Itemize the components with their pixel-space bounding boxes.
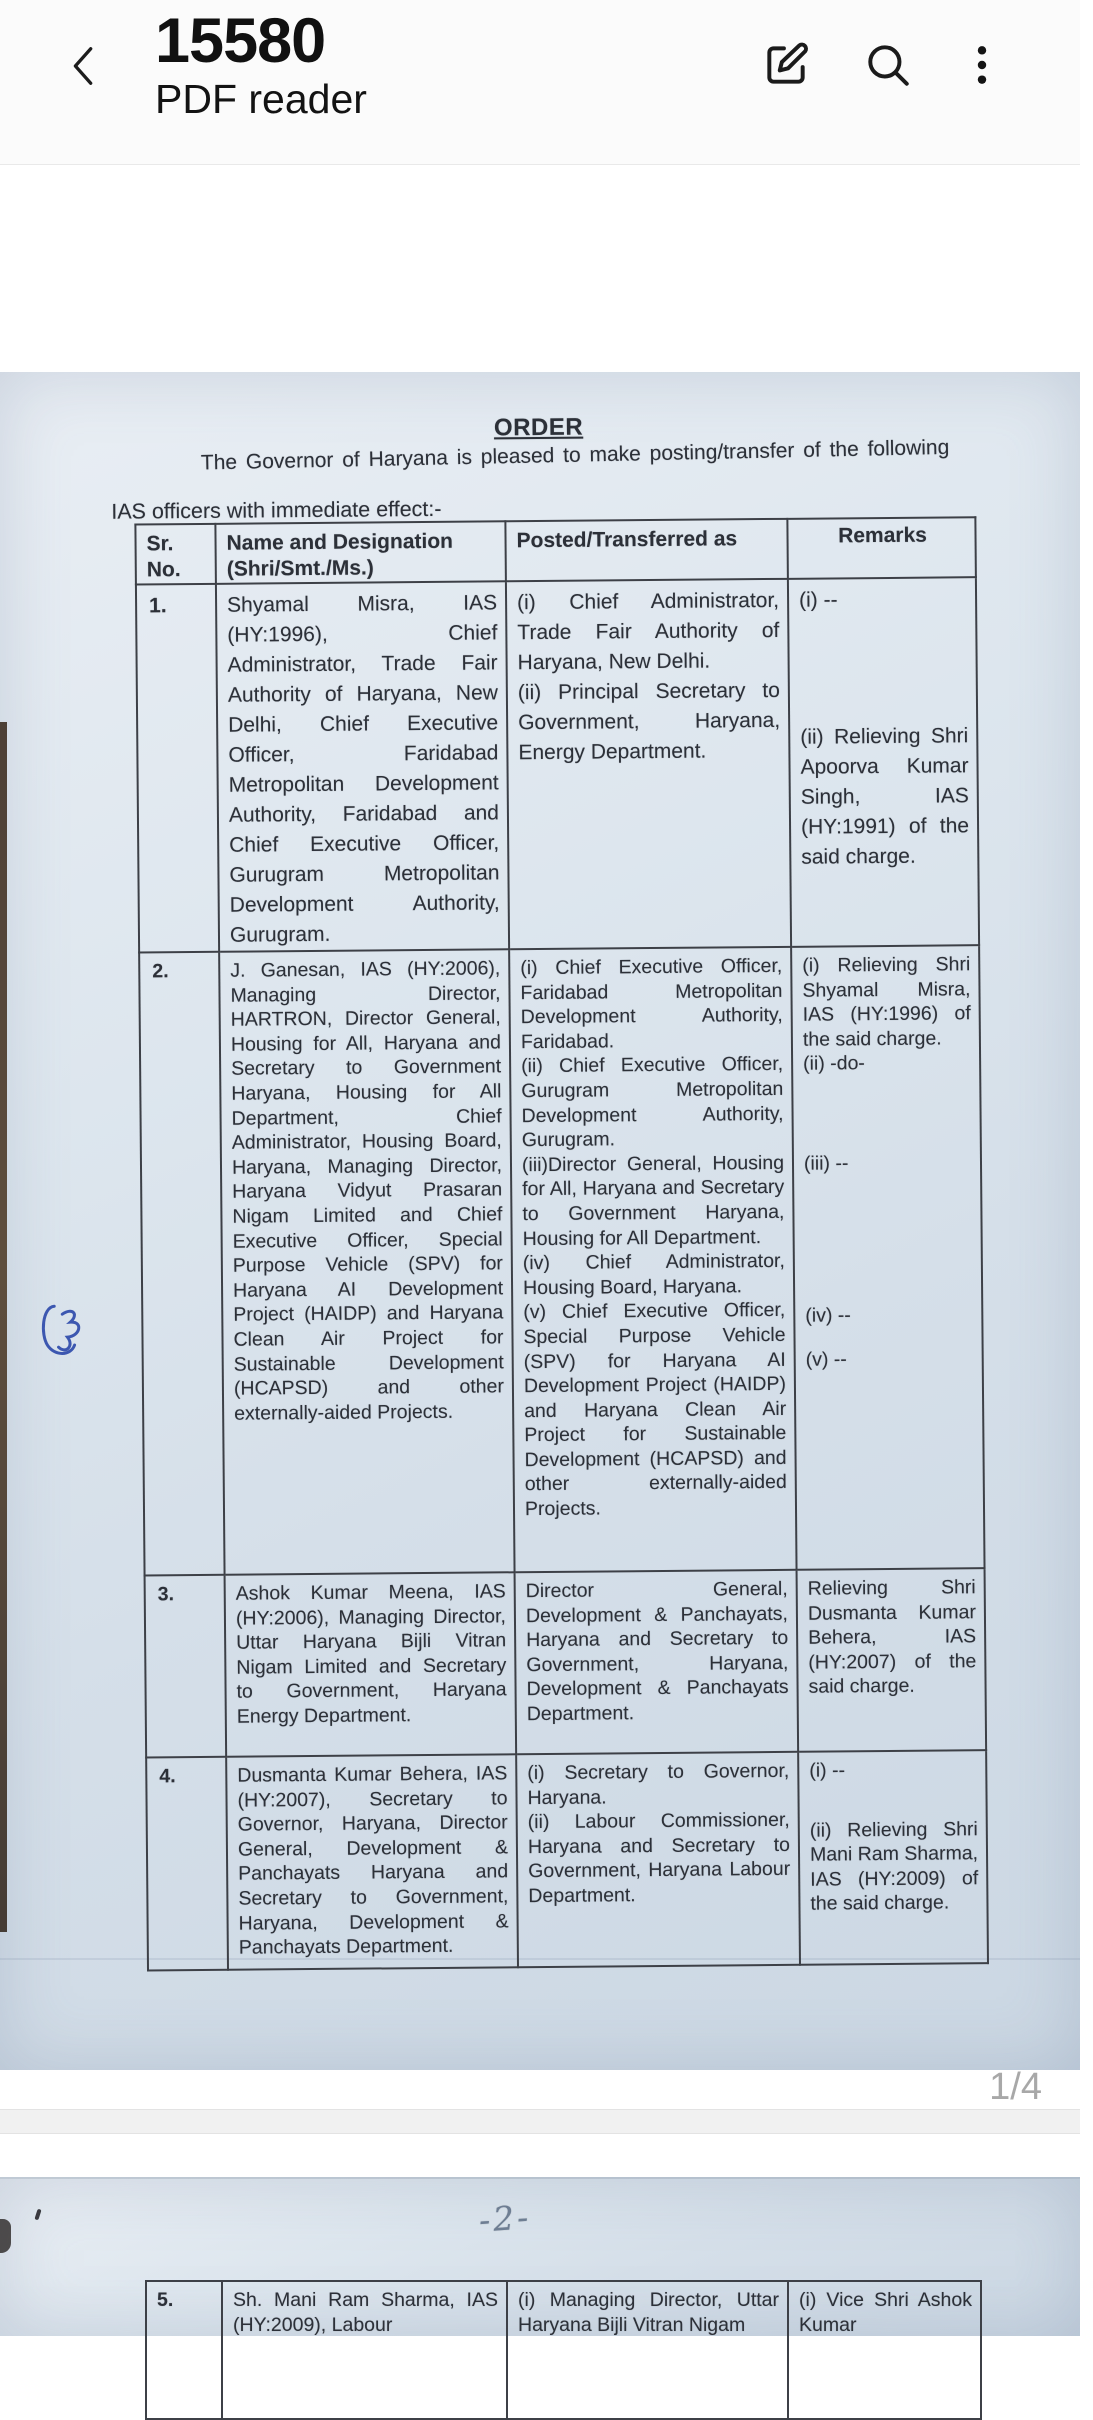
remark-item: (v) -- [805,1348,847,1371]
search-button[interactable] [858,32,918,98]
row-3-name: Ashok Kumar Meena, IAS (HY:2006), Managing Director, Uttar Haryana Bijli Vitran Nigam Limited and Secretary to Government, Haryana Energy Department. [225,1572,517,1757]
row-3-posted [515,1570,799,1754]
order-heading: ORDER [493,413,584,442]
transfer-table [134,516,989,1971]
page-1-content [0,367,1093,2074]
row-2-posted [509,947,796,1572]
row-5-name: Sh. Mani Ram Sharma, IAS (HY:2009), Labour [222,2281,507,2419]
remark-item: (ii) -do- [803,1052,865,1076]
row-1-posted [506,579,791,949]
header-posted-transferred: Posted/Transferred as [505,519,788,581]
row-4-remarks [798,1750,988,1965]
posted-item: (v) Chief Executive Officer, Special Purpose Vehicle (SPV) for Haryana AI Development Project (HAIDP) and Haryana Clean Air Project for Sustainable Development (HCAPSD) and other externally-aided Projects. [523,1299,787,1521]
remark-item: (ii) Relieving Shri Apoorva Kumar Singh, IAS (HY:1991) of the said charge. [800,724,970,869]
posted-item: (i) Chief Administrator, Trade Fair Authority of Haryana, New Delhi. [516,588,780,675]
header-name-designation: Name and Designation (Shri/Smt./Ms.) [215,521,506,584]
posted-item: (i) Chief Executive Officer, Faridabad Metropolitan Development Authority, Faridabad. [520,954,783,1053]
page-indicator: 1/4 [989,2066,1042,2108]
row-1-remarks [788,577,979,947]
row-5-remarks: (i) Vice Shri Ashok Kumar [788,2281,981,2419]
row-2-sr: 2. [139,952,224,1576]
header-sr-no: Sr. No. [135,524,216,585]
order-intro-line-2: IAS officers with immediate effect:- [111,496,442,524]
posted-item: (iii)Director General, Housing for All, Haryana and Secretary to Government Haryana, Housing for All Department. [521,1151,785,1250]
document-header [155,8,367,122]
edit-icon [761,40,811,90]
app-name-label: PDF reader [155,76,367,122]
posted-item: (i) Secretary to Governor, Haryana. [527,1759,790,1809]
row-2-name: J. Ganesan, IAS (HY:2006), Managing Director, HARTRON, Director General, Housing for All, Haryana and Secretary to Government Haryana, Housing for All Department, Chief Administrator, Housing Board, Haryana, Managing Director, Haryana Vidyut Prasaran Nigam Limited and Chief Executive Officer, Special Purpose Vehicle (SPV) for Haryana AI Development Project (HAIDP) and Haryana Clean Air Project for Sustainable Development (HCAPSD) and other externally-aided Projects. [219,949,514,1575]
scan-speck [34,2209,41,2221]
table-row-4 [146,1750,988,1970]
row-5-sr: 5. [146,2281,222,2419]
overflow-menu-button[interactable] [952,32,1012,98]
remark-item: (iii) -- [803,1152,849,1175]
table-row-1 [136,577,979,952]
posted-item: Director General, Development & Panchayats, Haryana and Secretary to Government, Haryana, Development & Panchayats Department. [525,1577,789,1726]
row-4-sr: 4. [146,1757,228,1971]
remark-item: (i) -- [798,588,838,612]
pdf-viewer[interactable] [0,165,1080,2336]
posted-item: (iv) Chief Administrator, Housing Board, Haryana. [522,1250,785,1299]
page-2-number-label: -2- [477,2197,533,2240]
app-bar [0,0,1080,165]
row-1-name: Shyamal Misra, IAS (HY:1996), Chief Administrator, Trade Fair Authority of Haryana, New Delhi, Chief Executive Officer, Faridabad Metropolitan Development Authority, Faridabad and Chief Executive Officer, Gurugram Metropolitan Development Authority, Gurugram. [216,581,509,952]
document-title: 15580 [155,6,326,76]
row-1-sr: 1. [136,584,219,953]
page-separator [0,2109,1080,2134]
transfer-table-page-2 [145,2280,982,2420]
row-3-remarks [797,1568,987,1752]
more-vertical-icon [960,41,1004,89]
pdf-page-1[interactable] [0,372,1080,2070]
chevron-left-icon [61,39,107,93]
header-remarks: Remarks [787,517,976,579]
table-row-5 [146,2281,981,2419]
pdf-page-2[interactable] [0,2177,1080,2336]
row-4-name: Dusmanta Kumar Behera, IAS (HY:2007), Secretary to Governor, Haryana, Director General, Development & Panchayats Haryana and Secretary to Government, Haryana, Development & Panchayats Department. [226,1754,518,1970]
table-header-row [135,517,975,584]
search-icon [863,40,913,90]
row-3-sr: 3. [145,1575,227,1758]
posted-item: (ii) Chief Executive Officer, Gurugram Metropolitan Development Authority, Gurugram. [521,1053,784,1152]
row-5-posted: (i) Managing Director, Uttar Haryana Bijli Vitran Nigam [507,2281,788,2419]
row-2-remarks [791,945,984,1570]
remark-item: (ii) Relieving Shri Mani Ram Sharma, IAS (HY:2009) of the said charge. [809,1817,979,1916]
remark-item: Relieving Shri Dusmanta Kumar Behera, IAS (HY:2007) of the said charge. [807,1576,977,1699]
remark-item: (iv) -- [805,1303,851,1327]
table-row-3 [145,1568,987,1757]
row-4-posted [516,1752,800,1967]
remark-item: (i) Relieving Shri Shyamal Misra, IAS (HY:1996) of the said charge. [802,953,971,1051]
remark-item: (i) -- [809,1759,846,1782]
back-button[interactable] [56,34,112,98]
posted-item: (ii) Principal Secretary to Government, Haryana, Energy Department. [517,678,781,765]
ink-annotation [38,1298,93,1373]
edit-button[interactable] [756,32,816,98]
posted-item: (ii) Labour Commissioner, Haryana and Secretary to Government, Haryana Labour Department. [527,1809,791,1908]
order-intro-line-1: The Governor of Haryana is pleased to make posting/transfer of the following [200,435,950,475]
table-row-2 [139,945,984,1575]
